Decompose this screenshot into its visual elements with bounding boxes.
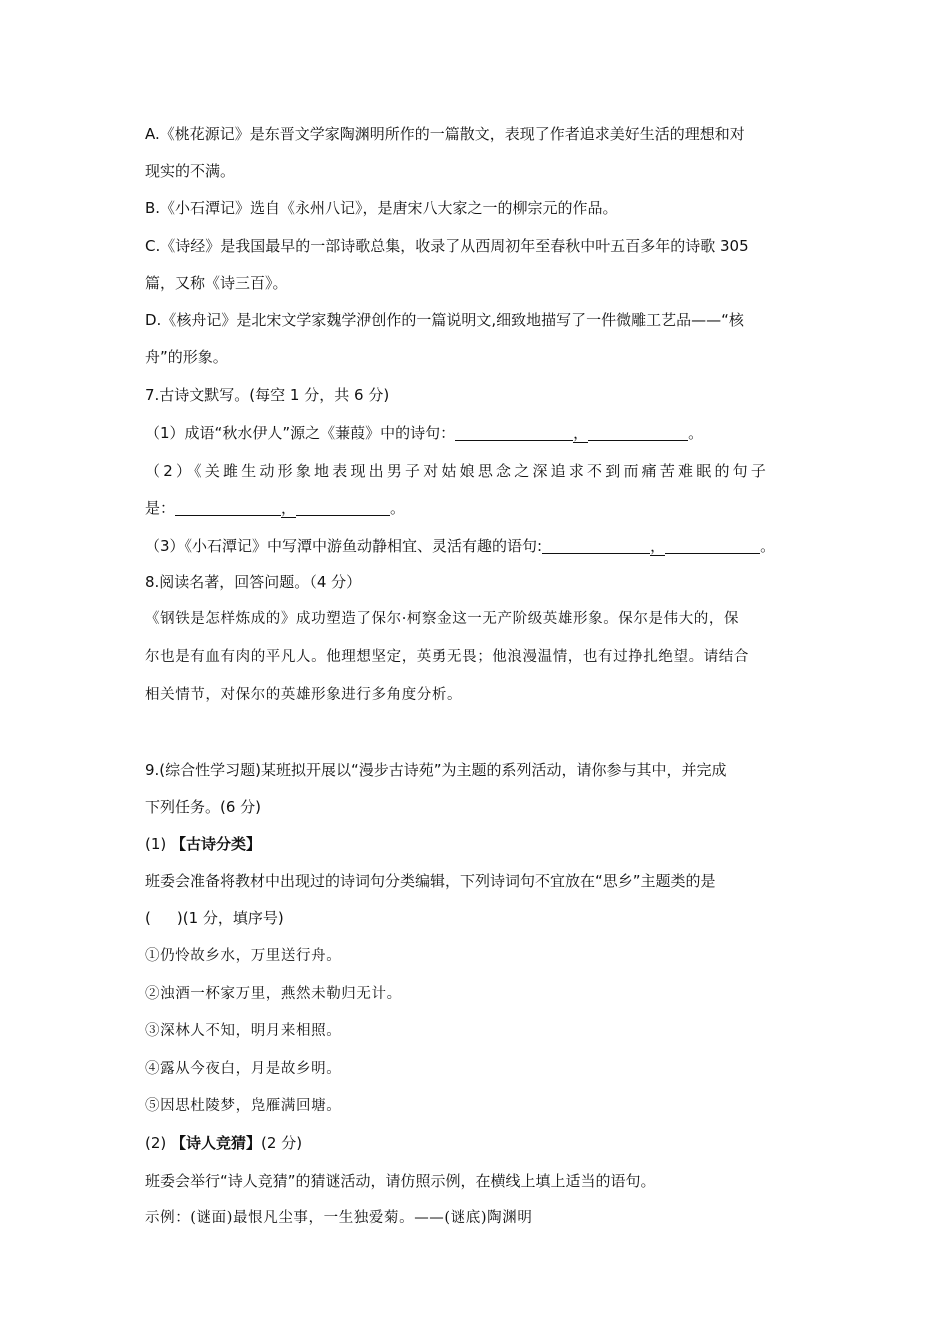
q9-poem-item-1: ①仍怜故乡水，万里送行舟。: [145, 948, 342, 964]
q7-item2-period: 。: [390, 499, 406, 517]
q7-item2-blank-2[interactable]: [296, 500, 390, 516]
q7-item2-comma: ，: [281, 499, 297, 517]
q9-sub1-text-line2: [145, 908, 284, 928]
q7-item3-blank-2[interactable]: [665, 538, 760, 554]
option-c-line2: 篇，又称《诗三百》。: [145, 274, 288, 292]
q7-item3-blank-1[interactable]: [542, 538, 650, 554]
q9-sub1-paren-close: )(1 分，填序号): [176, 909, 284, 927]
q7-item2-line2: [145, 498, 405, 518]
option-a-line2: 现实的不满。: [145, 162, 236, 180]
q9-sub2-heading: 【诗人竞猜】: [171, 1134, 262, 1152]
q7-item1-comma: ，: [573, 424, 589, 442]
option-b-line1: B.《小石潭记》选自《永州八记》，是唐宋八大家之一的柳宗元的作品。: [145, 199, 618, 217]
option-c-line1: C.《诗经》是我国最早的一部诗歌总集，收录了从西周初年至春秋中叶五百多年的诗歌 305: [145, 237, 749, 255]
q8-paragraph-line3: 相关情节，对保尔的英雄形象进行多角度分析。: [145, 687, 463, 703]
q7-item3-prefix: （3）《小石潭记》中写潭中游鱼动静相宜、灵活有趣的语句:: [145, 537, 543, 555]
q8-title: 8.阅读名著，回答问题。（4 分）: [145, 573, 362, 591]
q7-item3: [145, 536, 775, 556]
q9-sub2-header: [145, 1133, 302, 1153]
q7-item1: [145, 423, 703, 443]
q9-sub2-text: 班委会举行“诗人竞猜”的猜谜活动，请仿照示例，在横线上填上适当的语句。: [145, 1172, 656, 1190]
q9-sub2-score: (2 分): [261, 1134, 303, 1152]
q9-poem-item-2: ②浊酒一杯家万里，燕然未勒归无计。: [145, 986, 402, 1002]
q9-sub1-number: (1): [145, 835, 167, 853]
option-d-line2: 舟”的形象。: [145, 348, 228, 366]
option-d-line1: D.《核舟记》是北宋文学家魏学洢创作的一篇说明文,细致地描写了一件微雕工艺品——“核: [145, 311, 744, 329]
q9-poem-item-3: ③深林人不知，明月来相照。: [145, 1023, 342, 1039]
q7-item3-comma: ，: [650, 537, 666, 555]
q9-poem-item-4: ④露从今夜白，月是故乡明。: [145, 1061, 342, 1077]
q9-title-line1: 9.(综合性学习题)某班拟开展以“漫步古诗苑”为主题的系列活动，请你参与其中，并完成: [145, 761, 727, 779]
q9-sub2-number: (2): [145, 1134, 167, 1152]
q9-sub1-header: [145, 834, 261, 854]
q9-sub1-paren-open: (: [145, 909, 151, 927]
q9-poem-item-5: ⑤因思杜陵梦，凫雁满回塘。: [145, 1098, 342, 1114]
q7-item1-blank-2[interactable]: [588, 425, 688, 441]
q7-item2-blank-1[interactable]: [175, 500, 281, 516]
q8-paragraph-line1: 《钢铁是怎样炼成的》成功塑造了保尔·柯察金这一无产阶级英雄形象。保尔是伟大的，保: [145, 611, 740, 627]
q9-title-line2: 下列任务。(6 分): [145, 798, 262, 816]
q7-item3-period: 。: [760, 537, 776, 555]
q7-item1-blank-1[interactable]: [455, 425, 573, 441]
q9-sub2-example: 示例：(谜面)最恨凡尘事，一生独爱菊。——(谜底)陶渊明: [145, 1210, 533, 1226]
q7-item2-line1: （2）《关雎生动形象地表现出男子对姑娘思念之深追求不到而痛苦难眠的句子: [145, 462, 770, 480]
q9-sub1-text-line1: 班委会准备将教材中出现过的诗词句分类编辑，下列诗词句不宜放在“思乡”主题类的是: [145, 872, 716, 890]
q8-paragraph-line2: 尔也是有血有肉的平凡人。他理想坚定，英勇无畏；他浪漫温情，也有过挣扎绝望。请结合: [145, 649, 749, 665]
option-a-line1: A.《桃花源记》是东晋文学家陶渊明所作的一篇散文，表现了作者追求美好生活的理想和对: [145, 125, 745, 143]
q7-item1-period: 。: [688, 424, 704, 442]
q7-item1-prefix: （1）成语“秋水伊人”源之《蒹葭》中的诗句：: [145, 424, 456, 442]
q9-sub1-heading: 【古诗分类】: [171, 835, 262, 853]
q7-title: 7.古诗文默写。(每空 1 分，共 6 分): [145, 386, 390, 404]
q7-item2-prefix: 是：: [145, 499, 176, 517]
